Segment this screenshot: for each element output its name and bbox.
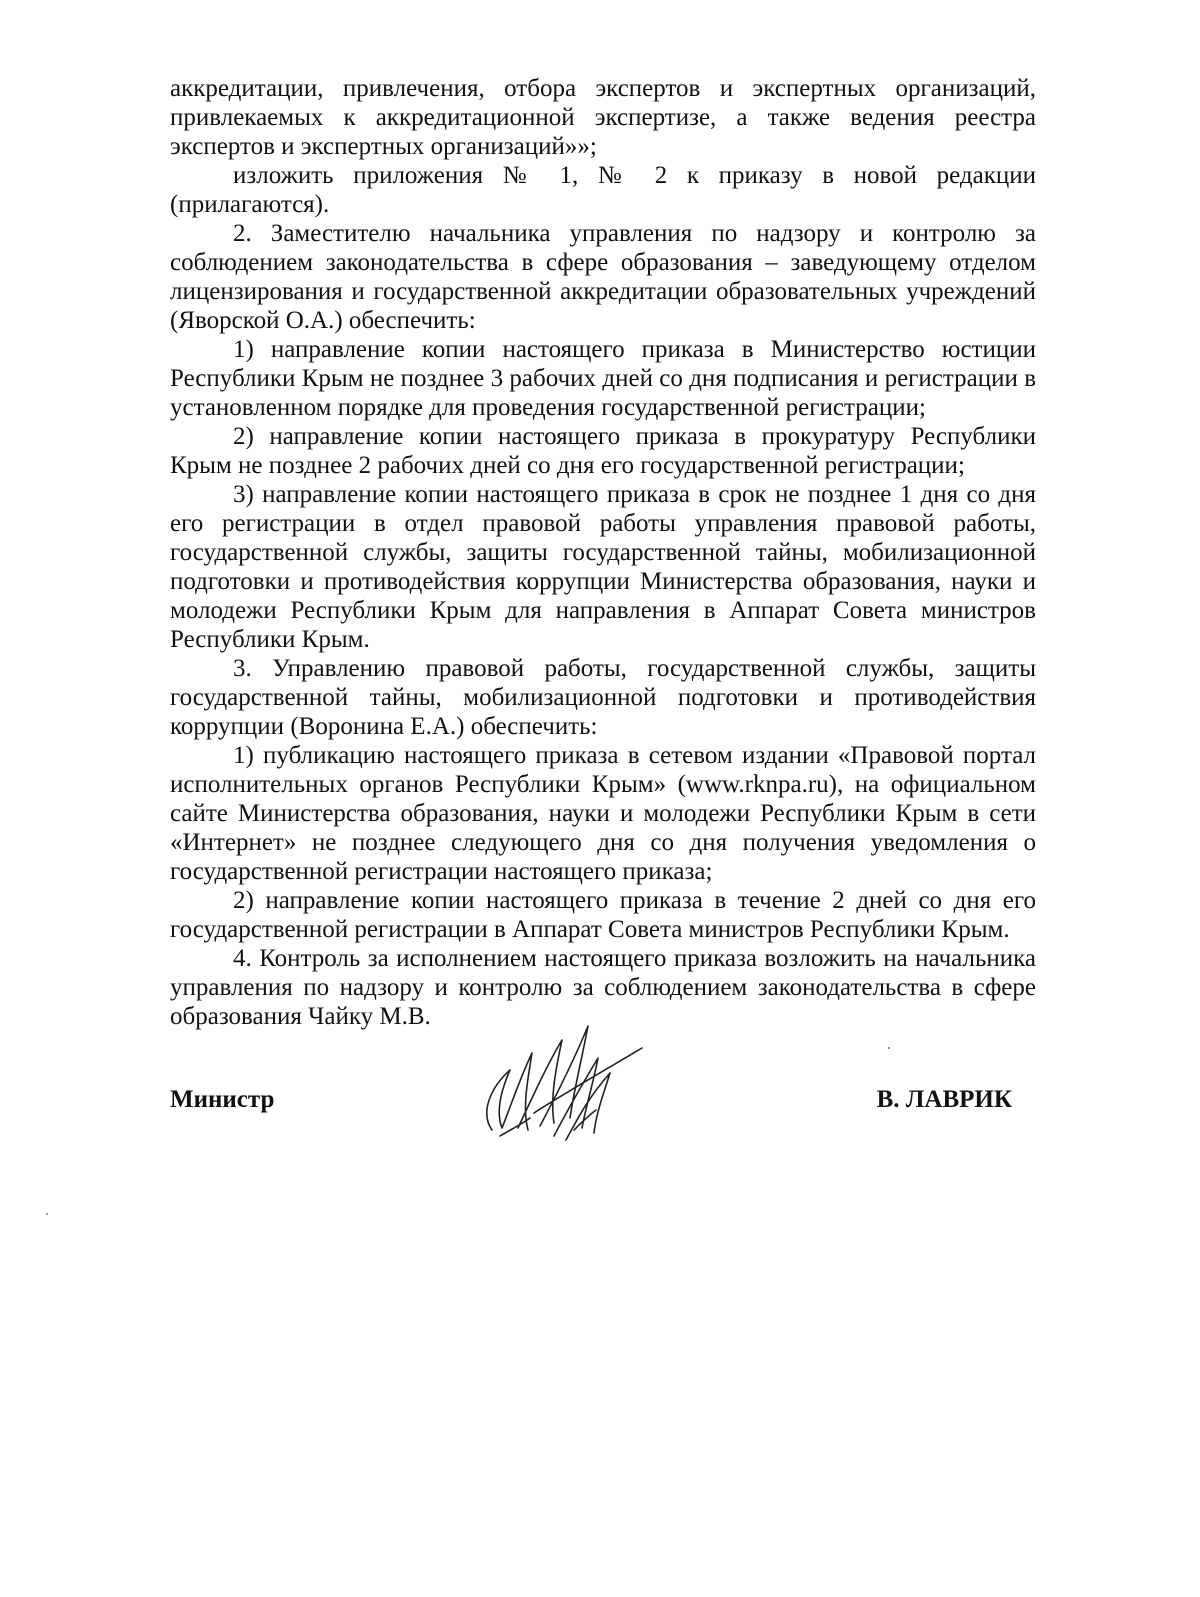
paragraph: изложить приложения № 1, № 2 к приказу в новой редакции (прилагаются). [170, 162, 1036, 218]
scan-speck [46, 1213, 48, 1215]
paragraph: 4. Контроль за исполнением настоящего приказа возложить на начальника управления по надзору и контролю за соблюдением законодательства в сфере образования Чайку М.В. [170, 945, 1036, 1030]
paragraph: 3. Управлению правовой работы, государственной службы, защиты государственной тайны, мобилизационной подготовки и противодействия коррупции (Воронина Е.А.) обеспечить: [170, 655, 1036, 740]
paragraph: 3) направление копии настоящего приказа в срок не позднее 1 дня со дня его регистрации в отдел правовой работы управления правовой работы, государственной службы, защиты государственной тайны, мобилизационной подготовки и противодействия коррупции Министерства образования, науки и молодежи Республики Крым для направления в Аппарат Совета министров Республики Крым. [170, 481, 1036, 653]
paragraph: 2) направление копии настоящего приказа в течение 2 дней со дня его государственной регистрации в Аппарат Совета министров Республики Крым. [170, 887, 1036, 943]
paragraph: 2) направление копии настоящего приказа в прокуратуру Республики Крым не позднее 2 рабочих дней со дня его государственной регистрации; [170, 423, 1036, 479]
paragraph: аккредитации, привлечения, отбора экспертов и экспертных организаций, привлекаемых к аккредитационной экспертизе, а также ведения реестра экспертов и экспертных организаций»»; [170, 75, 1036, 160]
paragraph: 2. Заместителю начальника управления по надзору и контролю за соблюдением законодательства в сфере образования – заведующему отделом лицензирования и государственной аккредитации образовательных учреждений (Яворской О.А.) обеспечить: [170, 220, 1036, 334]
scan-speck [888, 1047, 890, 1049]
paragraph: 1) направление копии настоящего приказа в Министерство юстиции Республики Крым не позднее 3 рабочих дней со дня подписания и регистрации в установленном порядке для проведения государственной регистрации; [170, 336, 1036, 421]
handwritten-signature [470, 1018, 660, 1148]
document-body [170, 74, 1036, 1031]
paragraph: 1) публикацию настоящего приказа в сетевом издании «Правовой портал исполнительных органов Республики Крым» (www.rknpa.ru), на официальном сайте Министерства образования, науки и молодежи Республики Крым в сети «Интернет» не позднее следующего дня со дня получения уведомления о государственной регистрации настоящего приказа; [170, 742, 1036, 885]
signature-row [170, 1086, 1012, 1126]
signatory-title: Министр [170, 1086, 275, 1113]
signatory-name: В. ЛАВРИК [876, 1086, 1012, 1113]
